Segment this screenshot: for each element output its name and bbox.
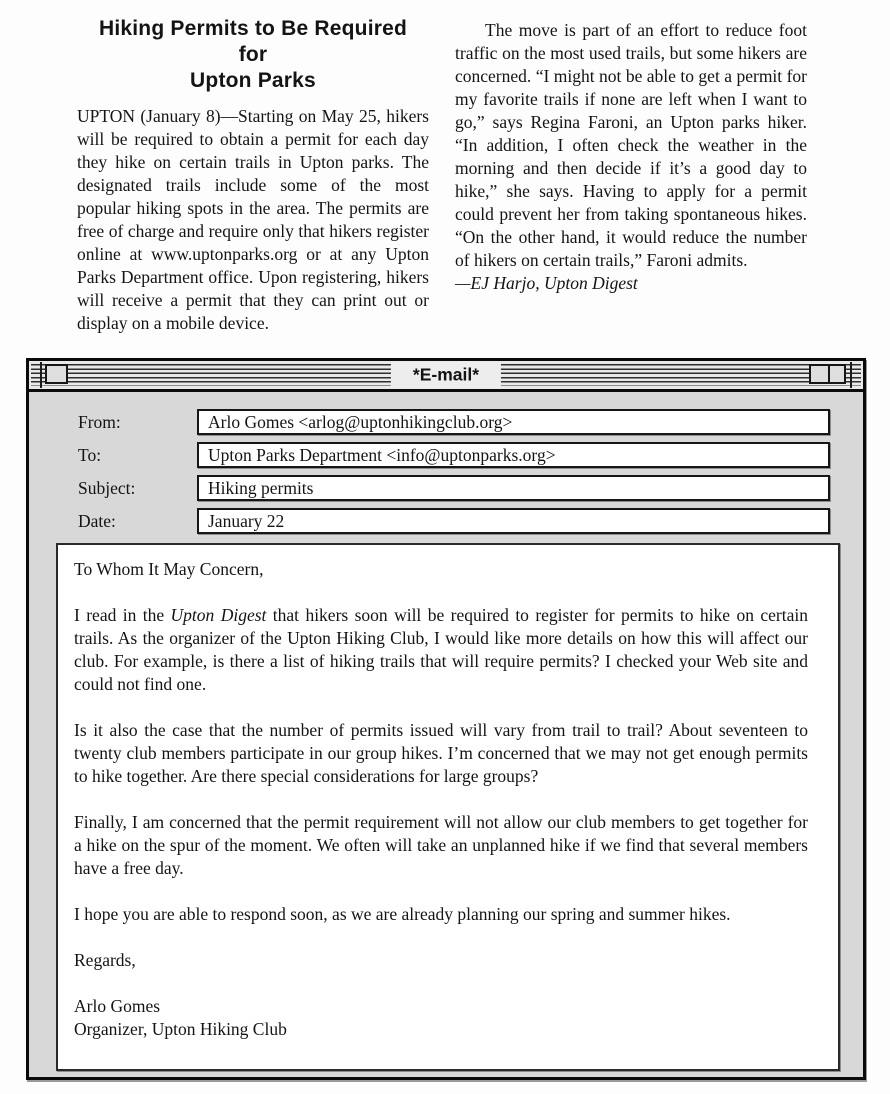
email-paragraph-1-pre: I read in the (74, 605, 171, 625)
email-paragraph-1-post: that hikers soon will be required to register for permits to hike on certain trails. As the organizer of the Upton Hiking Club, I would like more details on how this will affect our club. For example, is there a list of hiking trails that will require permits? I checked your Web site and could not find one. (74, 605, 808, 694)
date-field-value: January 22 (208, 510, 285, 531)
email-paragraph-1-publication: Upton Digest (170, 605, 267, 625)
email-body[interactable] (56, 543, 840, 1071)
email-closing: Regards, (74, 950, 136, 970)
article-column-right (455, 14, 807, 335)
email-field-row-to (78, 442, 830, 468)
article-title (83, 16, 423, 94)
close-box-icon[interactable] (45, 364, 68, 384)
email-field-row-subject (78, 475, 830, 501)
email-paragraph-4: I hope you are able to respond soon, as we are already planning our spring and summer hikes. (74, 904, 731, 924)
subject-label: Subject: (78, 477, 136, 498)
to-label: To: (78, 444, 102, 465)
email-field-row-from (78, 409, 830, 435)
titlebar-right-divider (850, 362, 852, 388)
to-field-value: Upton Parks Department <info@uptonparks.org> (208, 444, 556, 465)
email-signature-name: Arlo Gomes (74, 996, 161, 1016)
email-paragraph-1 (74, 604, 808, 696)
article-paragraph-1: UPTON (January 8)—Starting on May 25, hikers will be required to obtain a permit for each day they hike on certain trails in Upton parks. The designated trails include some of the most popular hiking spots in the area. The permits are free of charge and require only that hikers register online at www.uptonparks.org or at any Upton Parks Department office. Upon registering, hikers will receive a permit that they can print out or display on a mobile device. (77, 106, 429, 333)
email-header-fields (29, 392, 863, 541)
email-signature-title: Organizer, Upton Hiking Club (74, 1019, 287, 1039)
date-field[interactable] (197, 508, 830, 534)
from-field[interactable] (197, 409, 830, 435)
titlebar-left-divider (40, 362, 42, 388)
email-paragraph-3: Finally, I am concerned that the permit requirement will not allow our club members to get together for a hike on the spur of the moment. We often will take an unplanned hike if we find that several members have a free day. (74, 812, 808, 878)
article-title-line1: Hiking Permits to Be Required for (98, 17, 408, 66)
article-byline: —EJ Harjo, Upton Digest (455, 273, 638, 293)
zoom-box-icon[interactable] (809, 364, 830, 384)
subject-field-value: Hiking permits (208, 477, 314, 498)
subject-field[interactable] (197, 475, 830, 501)
email-window-title: *E-mail* (391, 362, 501, 389)
news-article (77, 14, 807, 335)
email-window (26, 358, 866, 1080)
email-field-row-date (78, 508, 830, 534)
email-window-titlebar[interactable] (29, 361, 863, 392)
email-paragraph-2: Is it also the case that the number of permits issued will vary from trail to trail? About seventeen to twenty club members participate in our group hikes. I’m concerned that we may not get enough permits to hike together. Are there special considerations for large groups? (74, 720, 808, 786)
from-field-value: Arlo Gomes <arlog@uptonhikingclub.org> (208, 411, 513, 432)
article-paragraph-2: The move is part of an effort to reduce foot traffic on the most used trails, but some hikers are concerned. “I might not be able to get a permit for my favorite trails if none are left when I want to go,” says Regina Faroni, an Upton parks hiker. “In addition, I often check the weather in the morning and then decide if it’s a good day to hike,” she says. Having to apply for a permit could prevent her from taking spontaneous hikes. “On the other hand, it would reduce the number of hikers on certain trails,” Faroni admits. (455, 20, 807, 270)
article-column-left (77, 14, 429, 335)
article-title-line2: Upton Parks (190, 69, 316, 92)
email-salutation: To Whom It May Concern, (74, 559, 264, 579)
from-label: From: (78, 411, 121, 432)
collapse-box-icon[interactable] (830, 364, 846, 384)
date-label: Date: (78, 510, 116, 531)
to-field[interactable] (197, 442, 830, 468)
